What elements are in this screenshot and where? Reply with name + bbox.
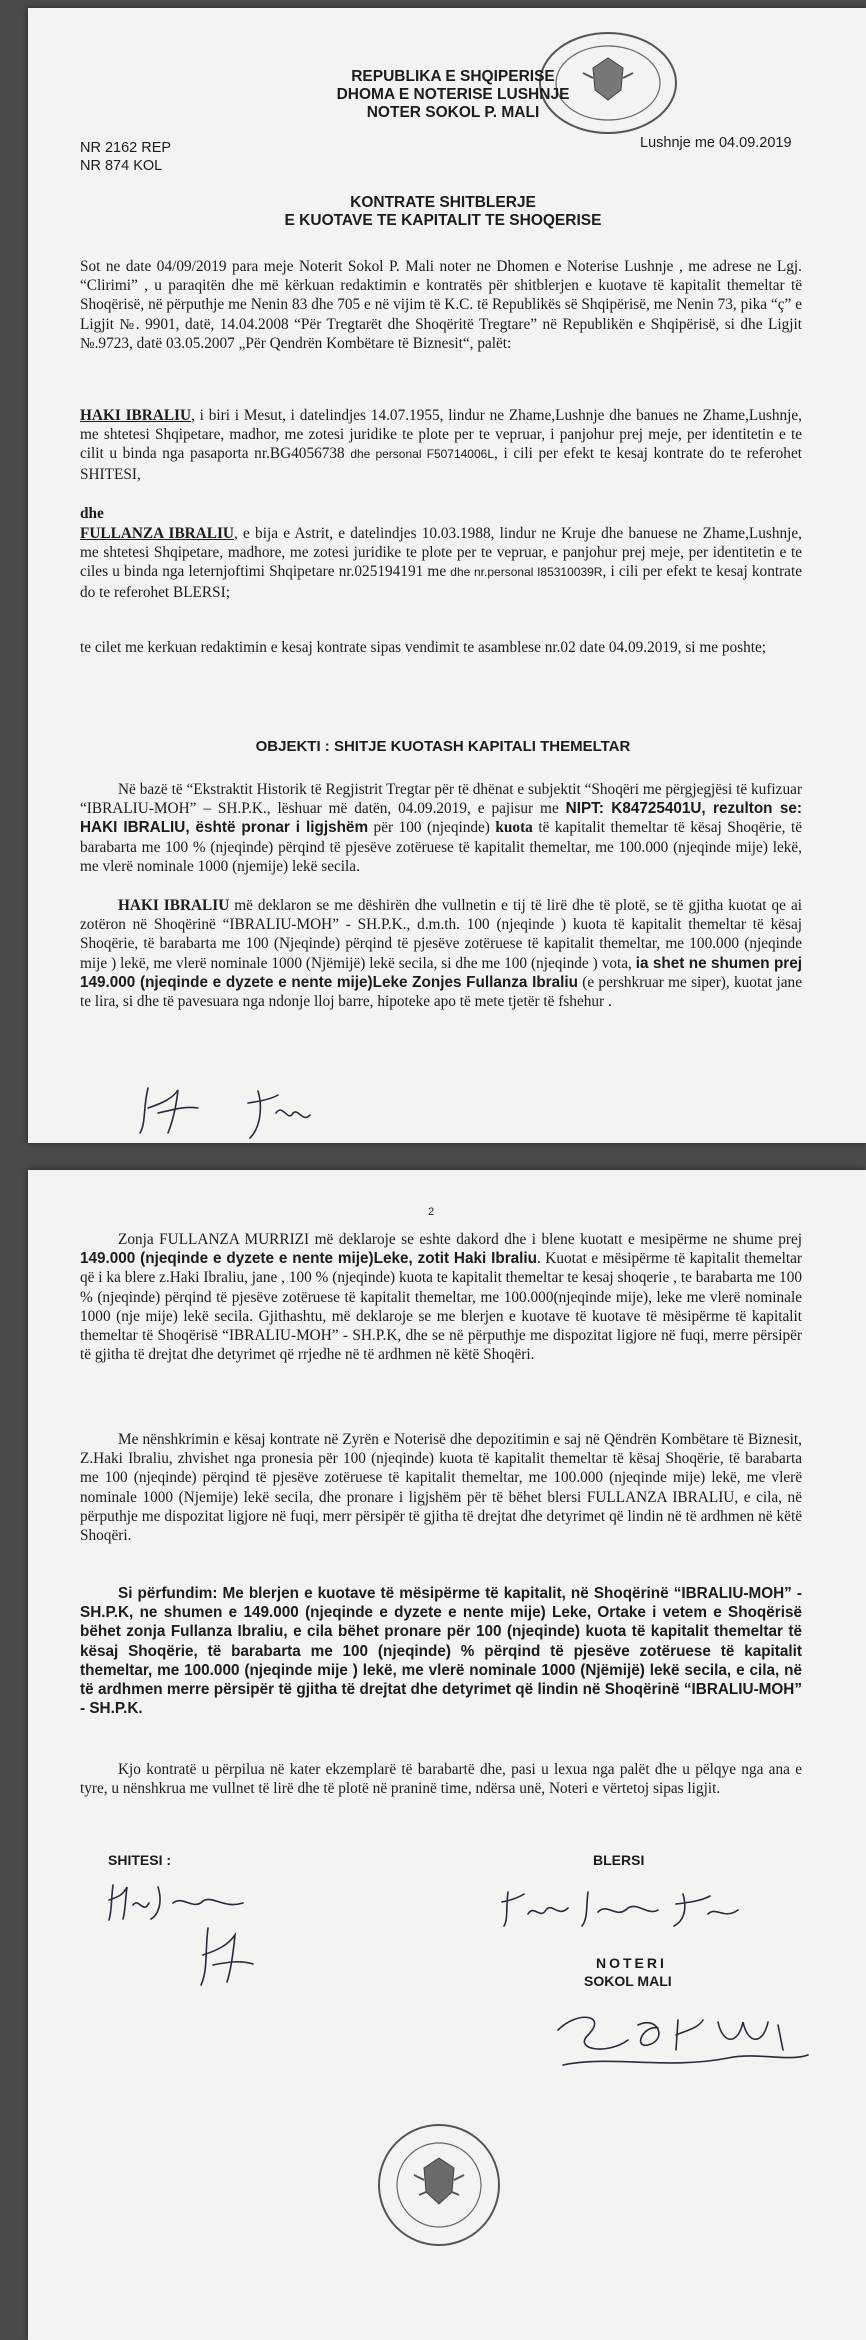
seller-initials-signature [128,1078,208,1138]
notary-label: NOTERI [596,1955,667,1971]
page2-paragraph-2: Me nënshkrimin e kësaj kontrate në Zyrën e Noterisë dhe depozitimin e saj në Qëndrën Kombëtare të Biznesit, Z.Haki Ibraliu, zhvishet nga pronesia për 100 (njeqinde) kuota të kapitalit themeltar të kësaj Shoqërie, të barabarta me 100 (njeqinde) përqind të pjesëve zotëruese të kapitalit themeltar, me 100.000 (njeqinde mije) lekë, me vlerë nominale 1000 (Njemije) lekë secila, dhe pronare i ligjshëm për të bëhet blersi FULLANZA IBRALIU, e cila, në përputhje me dispozitat ligjore në fuqi, merr përsipër të gjitha të drejtat dhe detyrimet që lindin në të ardhmen në këtë Shoqëri. [80,1431,802,1545]
seller-initials-p2 [193,1920,263,1990]
parties-request: te cilet me kerkuan redaktimin e kesaj kontrate sipas vendimit te asamblese nr.02 date 04.09.2019, si me poshte; [80,639,767,656]
intro-paragraph: Sot ne date 04/09/2019 para meje Noterit Sokol P. Mali noter ne Dhomen e Noterise Lushnje , me adrese ne Lgj. “Clirimi” , u paraqitën dhe më kërkuan redaktimin e kontratës për shitblerjen e kuotave të kapitalit themeltar të Shoqërisë, në përputhje me Nenin 83 dhe 705 e në vijim të K.C. të Republikës së Shqipërisë, me Nenin 73, pika “ç” e Ligjit №. 9901, datë, 14.04.2008 “Për Tregtarët dhe Shoqëritë Tregtare” në Republikën e Shqipërisë, si dhe Ligjit №.9723, datë 03.05.2007 „Për Qendrën Kombëtare të Biznesit“, palët: [80,258,802,352]
notary-round-stamp [374,2120,504,2250]
seller-personal-no: dhe personal F50714006L [350,447,495,462]
page2-paragraph-4: Kjo kontratë u përpilua në kater ekzemplarë të barabartë dhe, pasi u lexua nga palët dhe u pëlqye nga ana e tyre, u nënshkrua me vullnet të lirë dhe të plotë në praninë time, ndërsa unë, Noteri e vërtetoj sipas ligjit. [80,1761,802,1798]
ref-kol: NR 874 KOL [80,158,163,174]
contract-title: KONTRATE SHITBLERJE [350,194,536,211]
seller-label: SHITESI : [108,1852,172,1868]
page2-paragraph-3: Si përfundim: Me blerjen e kuotave të mësipërme të kapitalit, në Shoqërinë “IBRALIU-MOH” - SH.P.K, ne shumen e 149.000 (njeqinde e dyzete e nente mije) Leke, Ortake i vetem e Shoqërisë bëhet zonja Fullanza Ibraliu, e cila bëhet pronare për 100 (njeqinde) kuota të kapitalit themeltar të kësaj Shoqërie, të barabarta me 100 (njeqinde) % përqind të pjesëve zotëruese të kapitalit themeltar, me 100.000 (njeqinde mije ) lekë, me vlerë nominale 1000 (Njëmijë) lekë secila, e cila, në të ardhmen merre përsipër të gjitha të drejtat dhe detyrimet që lindin në Shoqërinë “IBRALIU-MOH” - SH.P.K. [80,1585,802,1718]
buyer-personal-no: dhe nr.personal I85310039R [450,565,603,580]
buyer-reference: , i cili per efekt te kesaj kontrate do te referohet BLERSI; [80,563,803,601]
object-paragraph-1: Në bazë të “Ekstraktit Historik të Regjistrit Tregtar për të dhënat e subjektit “Shoqëri me përgjegjësi të kufizuar “IBRALIU-MOH” – SH.P.K., lëshuar më datën, 04.09.2019, e pajisur me NIPT: K84725401U, rezulton se: HAKI IBRALIU, është pronar i ligjshëm për 100 (njeqinde) kuota të kapitalit themeltar të kësaj Shoqërie, të barabarta me 100 % (njeqinde) përqind të pjesëve zotëruese të kapitalit themeltar, me 100.000 (njeqinde mije) lekë, me vlerë nominale 1000 (njemije) lekë secila. [80,781,803,875]
buyer-details: , e bija e Astrit, e datelindjes 10.03.1988, lindur ne Kruje dhe banuese ne Zhame,Lushnje, me shtetesi Shqipetare, madhore, me zotesi juridike te plote per te vepruar, e panjohur prej meje, per identitetin e te ciles u binda nga leternjoftimi Shqipetare nr.025194191 me [80,525,803,581]
buyer-label: BLERSI [593,1852,645,1868]
object-title: OBJEKTI : SHITJE KUOTASH KAPITALI THEMELTAR [255,738,631,755]
header-chamber: DHOMA E NOTERISE LUSHNJE [336,86,570,103]
buyer-name: FULLANZA IBRALIU [80,525,234,542]
contract-subtitle: E KUOTAVE TE KAPITALIT TE SHOQERISE [284,212,602,229]
dhe-connector: dhe [80,505,104,522]
ref-rep: NR 2162 REP [80,140,172,156]
page-number: 2 [428,1206,435,1218]
seller-paragraph [80,406,802,484]
notary-signature [548,2000,818,2090]
place-date: Lushnje me 04.09.2019 [640,135,792,151]
seller-name: HAKI IBRALIU [80,407,192,424]
contract-page-2 [28,1170,866,2340]
seller-reference: , i cili per efekt te kesaj kontrate do te referohet SHITESI, [80,445,802,483]
buyer-paragraph [80,524,802,602]
seller-signature [103,1875,263,1925]
seller-details: , i biri i Mesut, i datelindjes 14.07.1955, lindur ne Zhame,Lushnje dhe banues ne Zhame,Lushnje, me shtetesi Shqipetare, madhor, me zotesi juridike te plote per te vepruar, i panjohur prej meje, per identitetin e te cilit u binda nga pasaporta nr.BG4056738 [80,407,803,463]
contract-page-1 [28,8,866,1143]
object-paragraph-2: HAKI IBRALIU më deklaron se me dëshirën dhe vullnetin e tij të lirë dhe të plotë, se të gjitha kuotat qe ai zotëron në Shoqërinë “IBRALIU-MOH” - SH.P.K., d.m.th. 100 (njeqinde ) kuota të kapitalit themeltar të kësaj Shoqërie, të barabarta me 100 (Njeqinde) përqind të pjesëve zotëruese të kapitalit themeltar, me 100.000 (njeqinde mije ) lekë, me vlerë nominale 1000 (Njëmijë) lekë secila, si dhe me 100 (njeqinde ) vota, ia shet ne shumen prej 149.000 (njeqinde e dyzete e nente mije)Leke Zonjes Fullanza Ibraliu (e pershkruar me siper), kuotat jane te lira, si dhe të pavesuara nga ndonje lloj barre, hipoteke apo të mete tjetër të fshehur . [80,897,803,1011]
header-notary: NOTER SOKOL P. MALI [366,104,540,121]
buyer-signature [498,1882,758,1932]
page2-paragraph-1: Zonja FULLANZA MURRIZI më deklaroje se eshte dakord dhe i blene kuotatt e mesipërme ne shume prej 149.000 (njeqinde e dyzete e nente mije)Leke, zotit Haki Ibraliu. Kuotat e mësipërme të kapitalit themeltar që i ka blere z.Haki Ibraliu, jane , 100 % (njeqinde) kuota te kapitalit themeltar te kesaj shoqerie , te barabarta me 100 % (njeqinde) përqind të pjesëve zotëruese të kapitalit themeltar, me 100.000(njeqinde mije), leke me vlerë nominale 1000 (nje mije) lekë secila. Gjithashtu, më deklaroje se me blerjen e kuotave të kuotave të mësipërme të kapitalit themeltar të Shoqërisë “IBRALIU-MOH” - SH.P.K, dhe se në përputhje me dispozitat ligjore në fuqi, merre përsipër të gjitha të drejtat dhe detyrimet që rrjedhe në të ardhmen në këtë Shoqëri. [80,1231,802,1364]
header-republic: REPUBLIKA E SHQIPERISE [351,68,555,85]
notary-name: SOKOL MALI [584,1973,672,1989]
buyer-initials-signature [238,1083,328,1143]
